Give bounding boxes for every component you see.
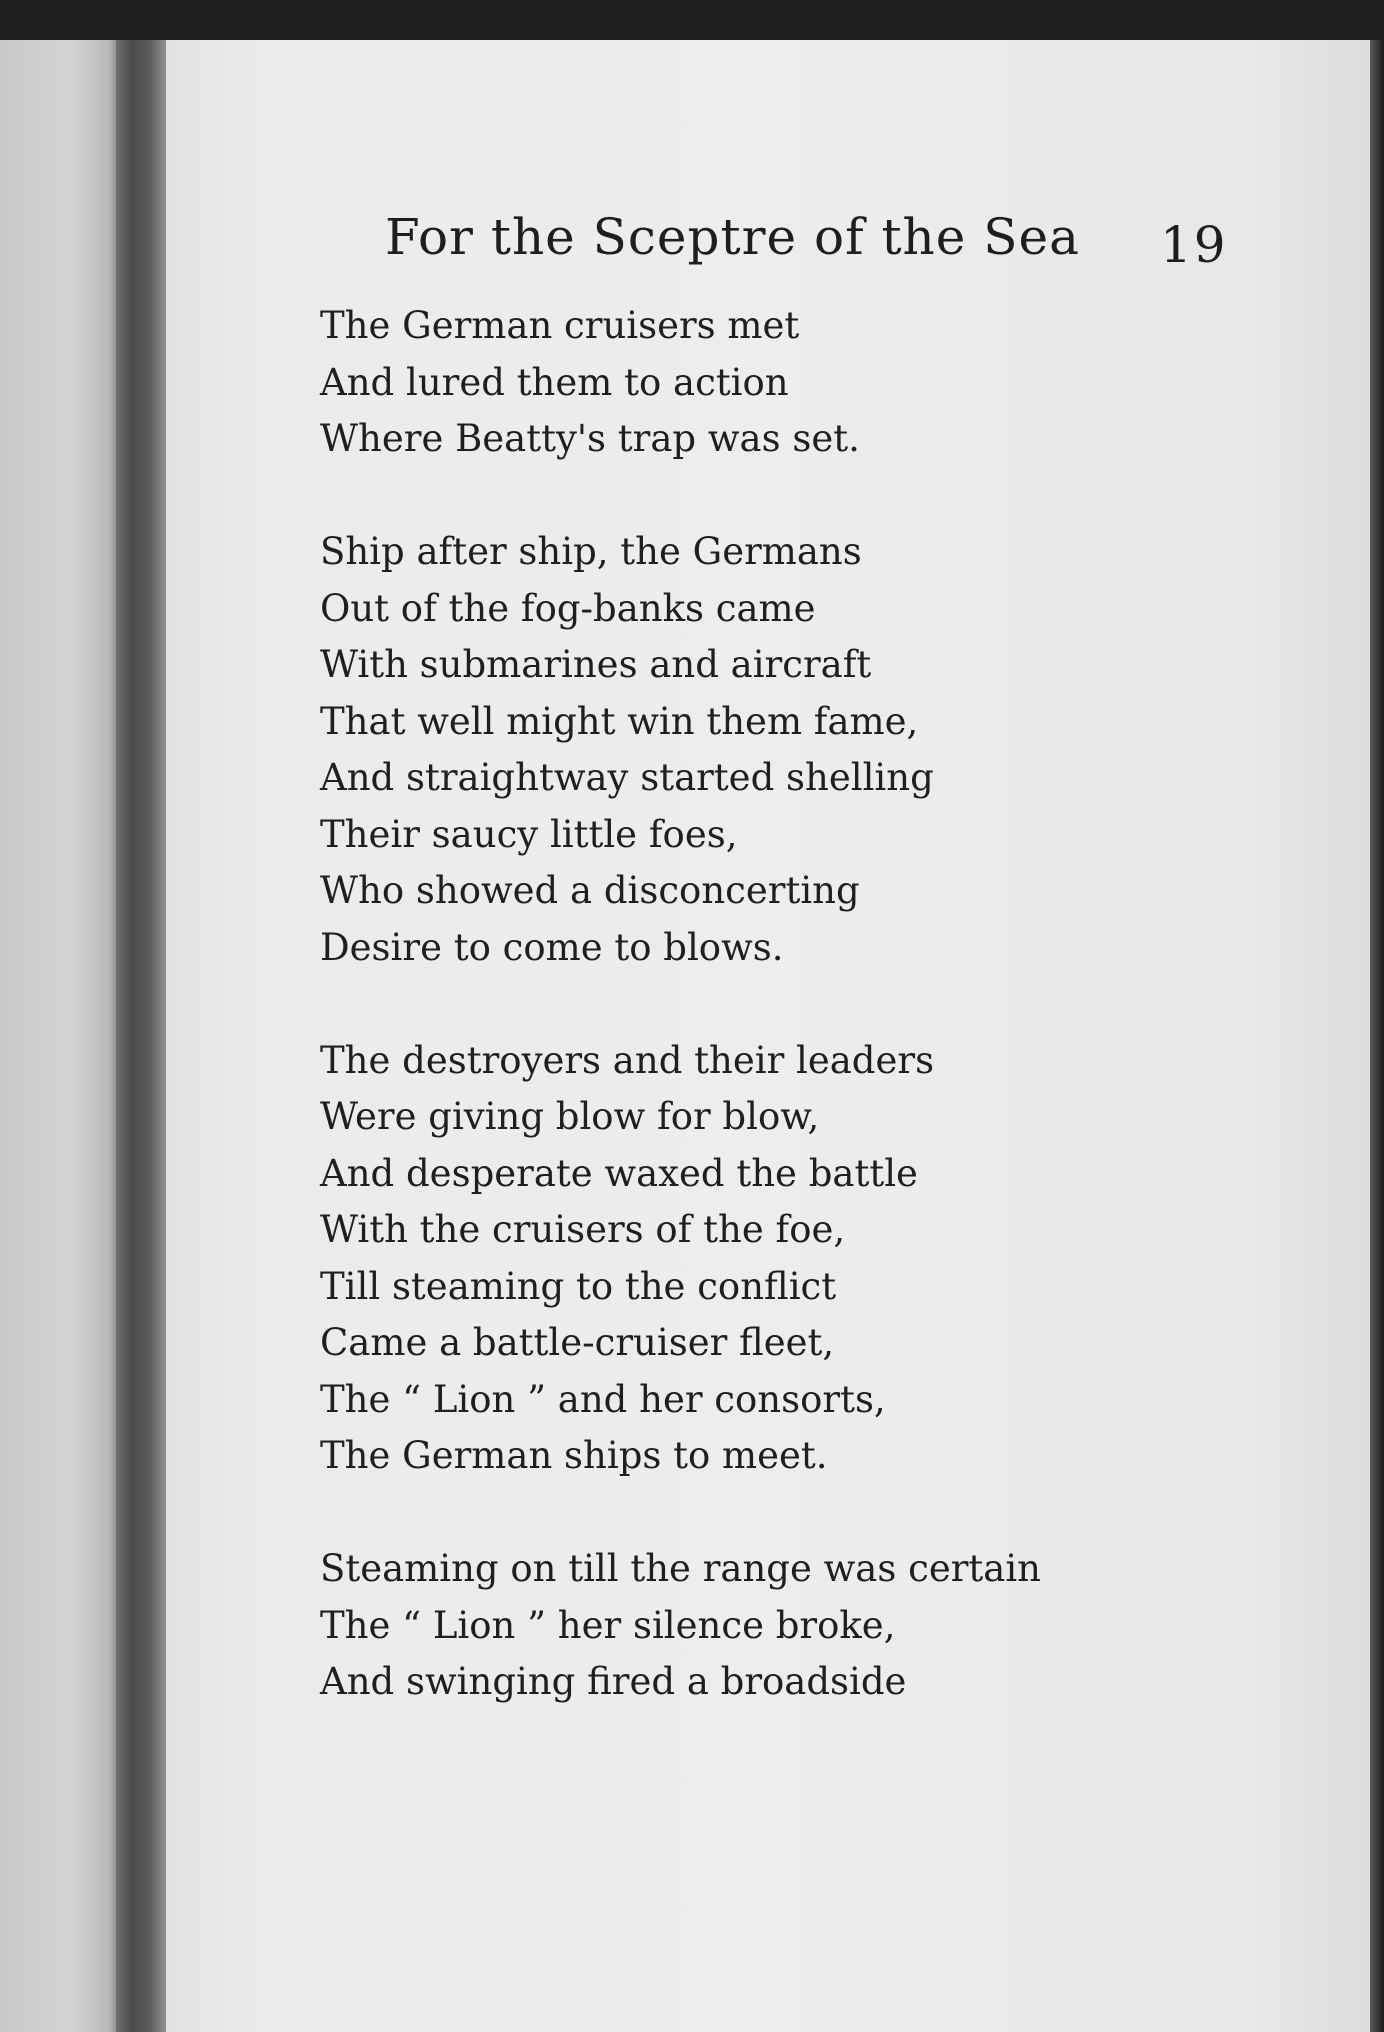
poem-line: That well might win them fame, — [320, 699, 919, 743]
poem-line: The “ Lion ” and her consorts, — [320, 1377, 886, 1421]
left-page-edge — [0, 40, 118, 2032]
stanza — [320, 524, 1041, 976]
poem-line: Steaming on till the range was certain — [320, 1547, 1042, 1590]
stanza — [320, 298, 1041, 468]
poem-line: The “ Lion ” her silence broke, — [320, 1603, 896, 1647]
poem-line: Who showed a disconcerting — [320, 869, 860, 912]
right-page-edge — [1370, 40, 1384, 2032]
poem-line: Desire to come to blows. — [320, 925, 784, 969]
poem-line: With the cruisers of the foe, — [320, 1208, 846, 1251]
book-gutter — [116, 40, 168, 2032]
stanza — [320, 1541, 1041, 1711]
poem-line: With submarines and aircraft — [320, 643, 872, 686]
poem-line: The destroyers and their leaders — [320, 1038, 935, 1082]
running-head: For the Sceptre of the Sea — [385, 208, 1080, 266]
poem-line: The German cruisers met — [320, 304, 800, 347]
poem-line: Came a battle-cruiser fleet, — [320, 1321, 835, 1364]
poem-line: And desperate waxed the battle — [320, 1151, 918, 1195]
poem-line: Were giving blow for blow, — [320, 1095, 820, 1138]
poem-line: Out of the fog-banks came — [320, 586, 816, 630]
poem-line: And swinging fired a broadside — [320, 1660, 907, 1703]
poem-line: Where Beatty's trap was set. — [320, 417, 860, 460]
poem-line: The German ships to meet. — [320, 1434, 828, 1477]
poem-body — [320, 298, 1041, 1767]
poem-line: Their saucy little foes, — [320, 812, 738, 856]
poem-line: Ship after ship, the Germans — [320, 530, 862, 573]
stanza — [320, 1033, 1041, 1485]
page-number: 19 — [1160, 216, 1228, 274]
scan-top-border — [0, 0, 1384, 44]
poem-line: And straightway started shelling — [320, 756, 934, 799]
poem-line: Till steaming to the conflict — [320, 1264, 837, 1308]
poem-line: And lured them to action — [320, 360, 789, 404]
